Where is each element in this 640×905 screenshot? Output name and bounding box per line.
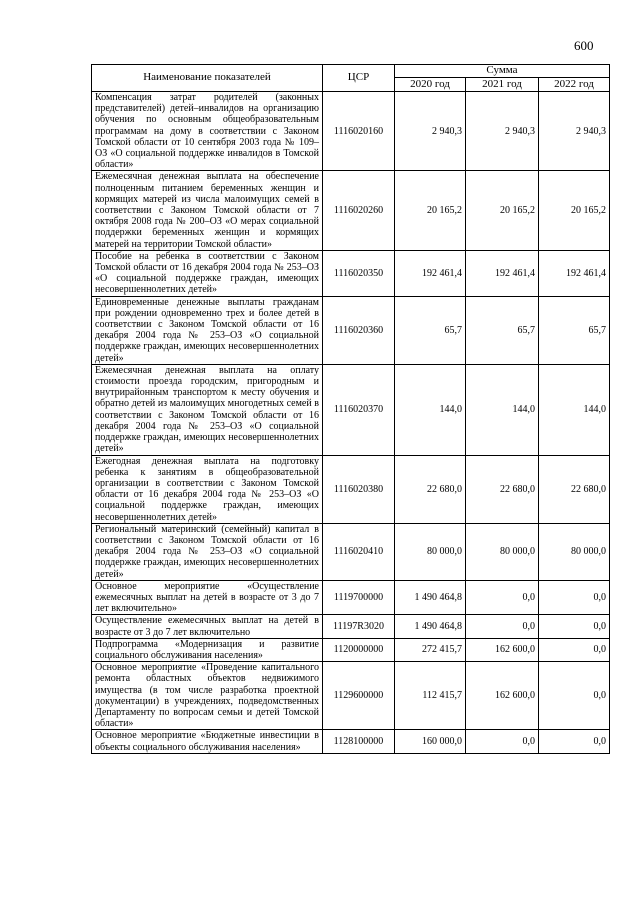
table-row [92, 615, 610, 638]
table-row [92, 638, 610, 661]
table-row [92, 296, 610, 364]
row-value-2022: 0,0 [539, 638, 610, 661]
row-value-2022: 192 461,4 [539, 250, 610, 296]
table-row [92, 455, 610, 523]
table-row [92, 580, 610, 615]
row-name: Основное мероприятие «Бюджетные инвестиции в объекты социального обслуживания населения» [92, 730, 323, 753]
row-name: Компенсация затрат родителей (законных представителей) детей–инвалидов на организацию обучения по основным общеобразовательным программам на дому в соответствии с Законом Томской области от 10 сентября 2003 года № 109–ОЗ «О социальной поддержке инвалидов в Томской области» [92, 92, 323, 171]
row-name: Осуществление ежемесячных выплат на детей в возрасте от 3 до 7 лет включительно [92, 615, 323, 638]
row-name: Ежегодная денежная выплата на подготовку ребенка к занятиям в общеобразовательной организации в соответствии с Законом Томской области от 16 декабря 2004 года № 253–ОЗ «О социальной поддержке граждан, имеющих несовершеннолетних детей» [92, 455, 323, 523]
row-value-2021: 65,7 [466, 296, 539, 364]
row-value-2020: 1 490 464,8 [395, 615, 466, 638]
row-value-2022: 2 940,3 [539, 92, 610, 171]
table-row [92, 523, 610, 580]
row-value-2020: 112 415,7 [395, 662, 466, 730]
row-value-2020: 160 000,0 [395, 730, 466, 753]
row-name: Ежемесячная денежная выплата на оплату стоимости проезда городским, пригородным и внутрирайонным транспортом к месту обучения и обратно детей из малоимущих многодетных семей в соответствии с Законом Томской области от 16 декабря 2004 года № 253–ОЗ «О социальной поддержке граждан, имеющих несовершеннолетних детей» [92, 364, 323, 455]
row-value-2020: 22 680,0 [395, 455, 466, 523]
row-name: Основное мероприятие «Проведение капитального ремонта областных объектов недвижимого имущества (в том числе разработка проектной документации) в учреждениях, подведомственных Департаменту по вопросам семьи и детей Томской области» [92, 662, 323, 730]
row-value-2021: 20 165,2 [466, 171, 539, 250]
row-code: 1116020260 [323, 171, 395, 250]
row-value-2020: 144,0 [395, 364, 466, 455]
row-code: 1129600000 [323, 662, 395, 730]
row-value-2021: 192 461,4 [466, 250, 539, 296]
table-row [92, 171, 610, 250]
row-value-2021: 162 600,0 [466, 662, 539, 730]
header-indicator-name: Наименование показателей [92, 65, 323, 92]
row-value-2022: 22 680,0 [539, 455, 610, 523]
row-name: Ежемесячная денежная выплата на обеспечение полноценным питанием беременных женщин и кормящих матерей из числа малоимущих семей в соответствии с Законом Томской области от 7 октября 2008 года № 200–ОЗ «О мерах социальной поддержки беременных женщин и кормящих матерей на территории Томской области» [92, 171, 323, 250]
row-name: Региональный материнский (семейный) капитал в соответствии с Законом Томской области от 16 декабря 2004 года № 253–ОЗ «О социальной поддержке граждан, имеющих несовершеннолетних детей» [92, 523, 323, 580]
header-year-2021: 2021 год [466, 78, 539, 92]
row-value-2020: 272 415,7 [395, 638, 466, 661]
row-code: 1116020360 [323, 296, 395, 364]
row-value-2020: 65,7 [395, 296, 466, 364]
row-code: 11197R3020 [323, 615, 395, 638]
row-value-2020: 20 165,2 [395, 171, 466, 250]
row-code: 1119700000 [323, 580, 395, 615]
row-value-2021: 144,0 [466, 364, 539, 455]
row-value-2021: 80 000,0 [466, 523, 539, 580]
header-year-2022: 2022 год [539, 78, 610, 92]
table-row [92, 92, 610, 171]
row-value-2021: 0,0 [466, 730, 539, 753]
table-row [92, 250, 610, 296]
row-name: Подпрограмма «Модернизация и развитие социального обслуживания населения» [92, 638, 323, 661]
row-value-2022: 0,0 [539, 580, 610, 615]
page-number: 600 [574, 38, 594, 53]
row-code: 1120000000 [323, 638, 395, 661]
row-value-2022: 65,7 [539, 296, 610, 364]
table-row [92, 730, 610, 753]
row-value-2022: 0,0 [539, 730, 610, 753]
row-value-2022: 0,0 [539, 615, 610, 638]
row-name: Единовременные денежные выплаты гражданам при рождении одновременно трех и более детей в соответствии с Законом Томской области от 16 декабря 2004 года № 253–ОЗ «О социальной поддержке граждан, имеющих несовершеннолетних детей» [92, 296, 323, 364]
row-code: 1116020160 [323, 92, 395, 171]
header-year-2020: 2020 год [395, 78, 466, 92]
row-value-2021: 22 680,0 [466, 455, 539, 523]
row-name: Пособие на ребенка в соответствии с Законом Томской области от 16 декабря 2004 года № 253–ОЗ «О социальной поддержке граждан, имеющих несовершеннолетних детей» [92, 250, 323, 296]
row-code: 1116020370 [323, 364, 395, 455]
row-value-2021: 0,0 [466, 580, 539, 615]
row-value-2020: 1 490 464,8 [395, 580, 466, 615]
row-value-2021: 162 600,0 [466, 638, 539, 661]
row-value-2020: 2 940,3 [395, 92, 466, 171]
header-sum: Сумма [395, 65, 610, 78]
row-value-2022: 20 165,2 [539, 171, 610, 250]
table-row [92, 662, 610, 730]
row-value-2022: 0,0 [539, 662, 610, 730]
row-name: Основное мероприятие «Осуществление ежемесячных выплат на детей в возрасте от 3 до 7 лет включительно» [92, 580, 323, 615]
row-code: 1116020410 [323, 523, 395, 580]
table-row [92, 364, 610, 455]
budget-table [91, 64, 610, 754]
row-value-2020: 192 461,4 [395, 250, 466, 296]
row-code: 1128100000 [323, 730, 395, 753]
row-code: 1116020380 [323, 455, 395, 523]
header-code: ЦСР [323, 65, 395, 92]
row-value-2021: 0,0 [466, 615, 539, 638]
row-code: 1116020350 [323, 250, 395, 296]
row-value-2020: 80 000,0 [395, 523, 466, 580]
row-value-2022: 144,0 [539, 364, 610, 455]
row-value-2022: 80 000,0 [539, 523, 610, 580]
row-value-2021: 2 940,3 [466, 92, 539, 171]
